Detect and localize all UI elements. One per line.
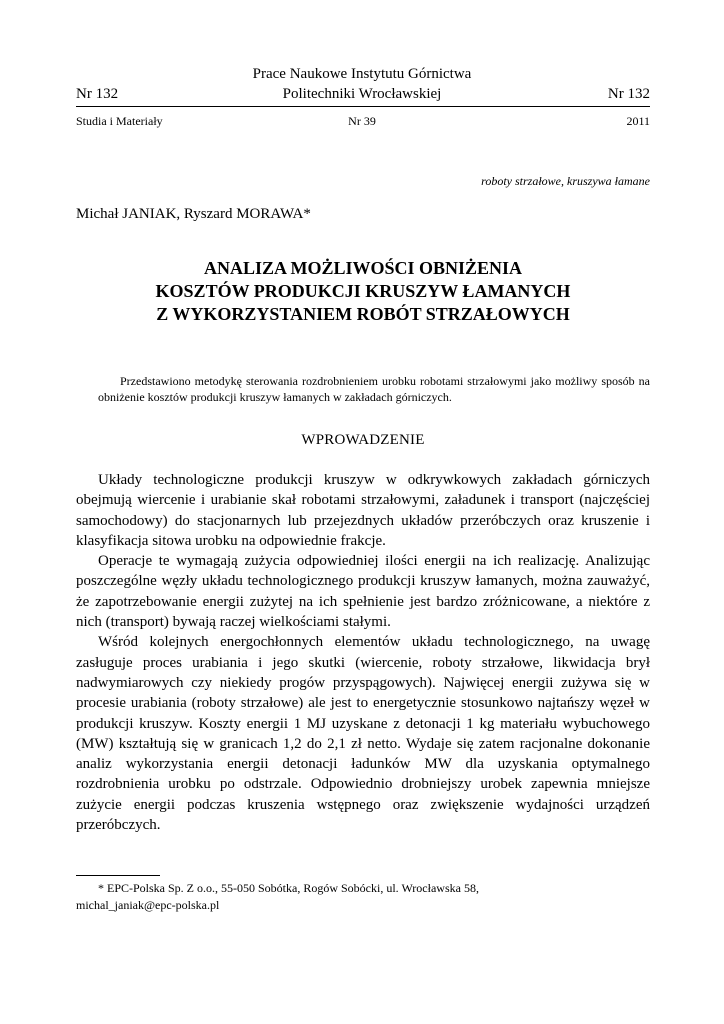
abstract: Przedstawiono metodykę sterowania rozdrobnieniem urobku robotami strzałowymi jako możliwy sposób na obniżenie kosztów produkcji kruszyw łamanych w zakładach górniczych. [98,374,650,404]
footnote-affiliation: * EPC-Polska Sp. Z o.o., 55-050 Sobótka, Rogów Sobócki, ul. Wrocławska 58, [98,881,479,895]
paper-title [76,257,650,326]
authors: Michał JANIAK, Ryszard MORAWA* [76,206,311,222]
footnote [76,880,650,914]
header-rule [76,106,650,107]
paragraph: Operacje te wymagają zużycia odpowiedniej ilości energii na ich realizację. Analizując poszczególne węzły układu technologicznego produkcji kruszyw łamanych, można zauważyć, że zapotrzebowanie energii zużytej na ich spełnienie jest bardzo zróżnicowane, a niektóre z nich (transport) bywają raczej wielkościami stałymi. [76,553,650,631]
publication-year: 2011 [626,114,650,128]
title-line1: ANALIZA MOŻLIWOŚCI OBNIŻENIA [203,258,523,278]
journal-title [200,64,524,104]
title-line3: Z WYKORZYSTANIEM ROBÓT STRZAŁOWYCH [156,304,570,324]
keywords: roboty strzałowe, kruszywa łamane [481,174,650,188]
series-name: Studia i Materiały [76,114,163,128]
title-line2: KOSZTÓW PRODUKCJI KRUSZYW ŁAMANYCH [155,281,571,301]
header-number-right: Nr 132 [607,86,650,102]
footnote-email: michal_janiak@epc-polska.pl [76,898,220,912]
journal-title-line1: Prace Naukowe Instytutu Górnictwa [252,66,472,82]
footnote-rule [76,875,160,876]
paragraph: Wśród kolejnych energochłonnych elementów układu technologicznego, na uwagę zasługuje proces urabiania i jego skutki (wiercenie, roboty strzałowe, likwidacja brył nadwymiarowych czy niekiedy progów przyspągowych). Najwięcej energii zużywa się w procesie urabiania (roboty strzałowe) ale jest to energetycznie stosunkowo najtańszy węzeł w produkcji kruszyw. Koszty energii 1 MJ uzyskane z detonacji 1 kg materiału wybuchowego (MW) kształtują się w granicach 1,2 do 2,1 zł netto. Wydaje się zatem racjonalne dokonanie analiz wykorzystania energii detonacji ładunków MW dla uzyskania optymalnego rozdrobnienia urobku po odstrzale. Odpowiednio drobniejszy urobek zapewnia mniejsze zużycie energii podczas kruszenia wstępnego oraz zwiększenie wydajności urządzeń przeróbczych. [76,634,650,834]
paragraph: Układy technologiczne produkcji kruszyw w odkrywkowych zakładach górniczych obejmują wiercenie i urabianie skał robotami strzałowymi, załadunek i transport (najczęściej samochodowy) do stacjonarnych lub przejezdnych układów przeróbczych oraz kruszenie i klasyfikacja sitowa urobku na odpowiednie frakcje. [76,472,650,549]
body-text [76,470,650,835]
issue-number: Nr 39 [348,114,376,128]
header-number-left: Nr 132 [76,86,119,102]
section-heading: WPROWADZENIE [301,432,425,448]
journal-title-line2: Politechniki Wrocławskiej [282,86,442,102]
